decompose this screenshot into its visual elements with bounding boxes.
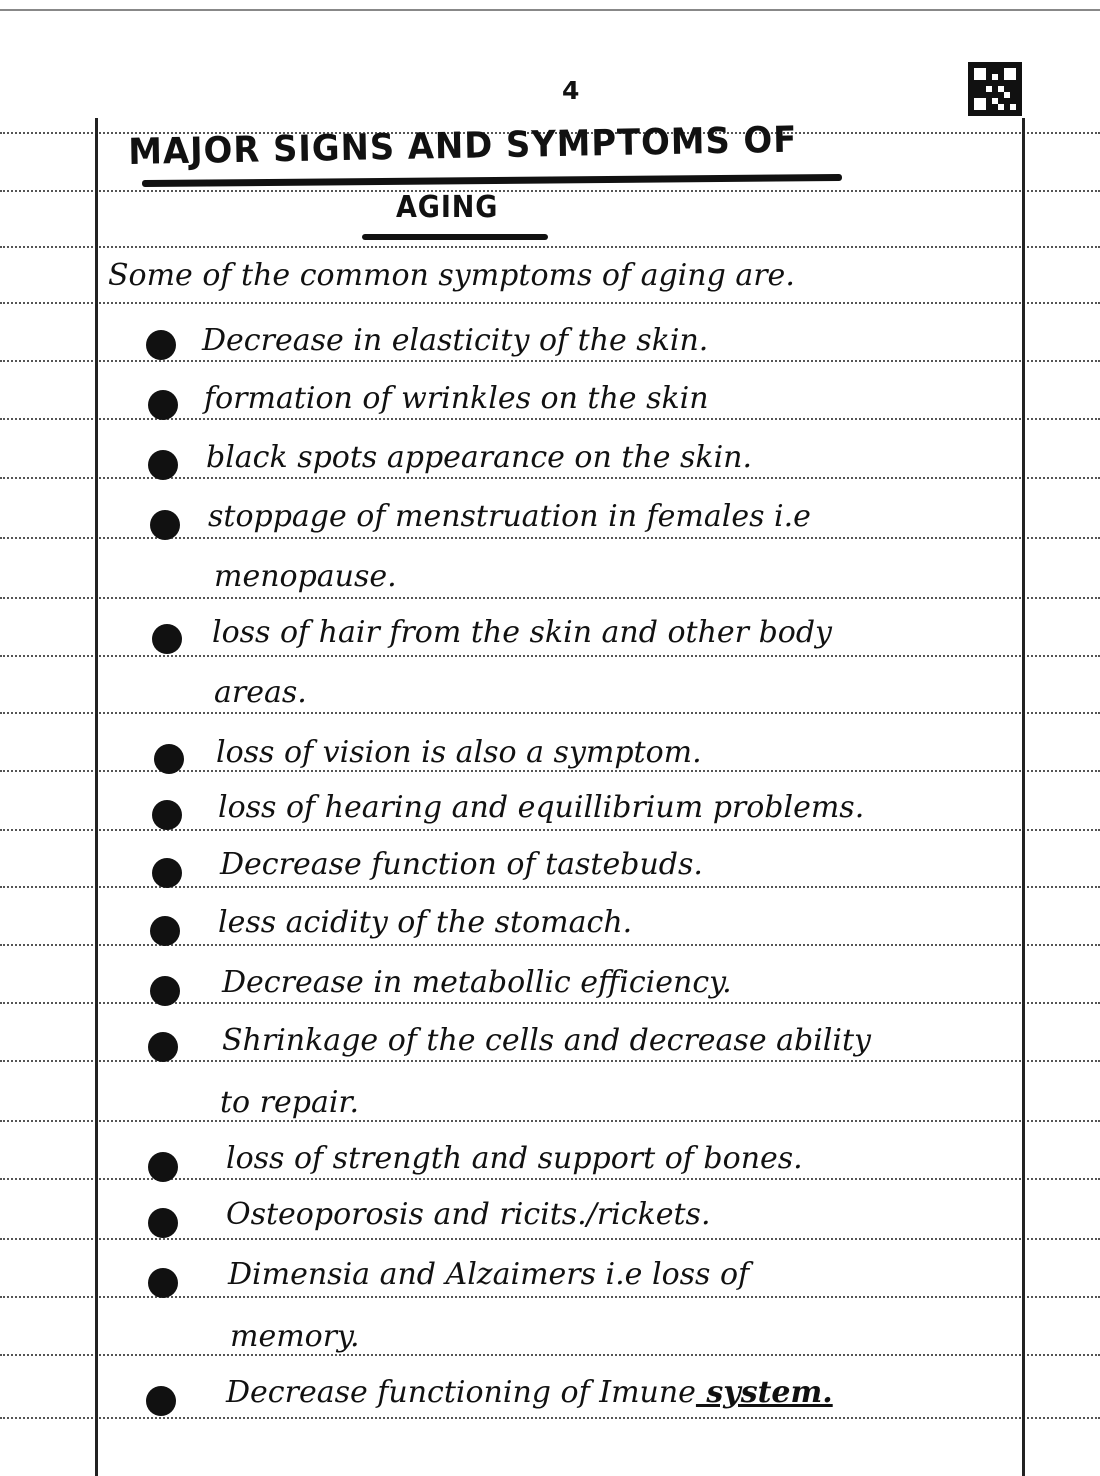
bullet-icon [152, 800, 182, 830]
bullet-icon [154, 744, 184, 774]
list-item: less acidity of the stomach. [218, 905, 633, 940]
bullet-icon [148, 1208, 178, 1238]
ruled-line [0, 1354, 1100, 1356]
ruled-line [0, 712, 1100, 714]
list-item: Dimensia and Alzaimers i.e loss of [228, 1257, 750, 1292]
list-item: Osteoporosis and ricits./rickets. [226, 1197, 711, 1232]
ruled-line [0, 360, 1100, 362]
ruled-line [0, 597, 1100, 599]
left-margin-line [95, 118, 98, 1476]
title-underline [142, 174, 842, 187]
ruled-line [0, 655, 1100, 657]
list-item [226, 1375, 833, 1410]
page-title: MAJOR SIGNS AND SYMPTOMS OF [128, 119, 798, 173]
list-item: black spots appearance on the skin. [206, 440, 753, 475]
bullet-icon [146, 1386, 176, 1416]
title-underline [362, 234, 548, 240]
list-item-continuation: memory. [230, 1319, 360, 1354]
list-item: stoppage of menstruation in females i.e [208, 499, 811, 534]
list-item: loss of hearing and equillibrium problems. [218, 790, 865, 825]
list-item-continuation: areas. [214, 675, 307, 710]
bullet-icon [150, 916, 180, 946]
page-number: 4 [562, 76, 580, 105]
list-item: loss of hair from the skin and other body [212, 615, 832, 650]
intro-text: Some of the common symptoms of aging are. [108, 258, 795, 293]
bullet-icon [148, 390, 178, 420]
bullet-icon [146, 330, 176, 360]
list-item: Shrinkage of the cells and decrease ability [222, 1023, 871, 1058]
qr-code-icon [968, 62, 1022, 116]
bullet-icon [148, 1152, 178, 1182]
right-margin-line [1022, 118, 1025, 1476]
bullet-icon [152, 858, 182, 888]
page-title-continued: AGING [396, 190, 499, 225]
bullet-icon [150, 510, 180, 540]
emphasized-word: system. [695, 1375, 833, 1410]
list-item: Decrease function of tastebuds. [220, 847, 703, 882]
list-item-continuation: to repair. [220, 1085, 360, 1120]
list-item: loss of strength and support of bones. [226, 1141, 803, 1176]
ruled-line [0, 1120, 1100, 1122]
bullet-icon [148, 1032, 178, 1062]
list-item-text: Decrease functioning of Imune [226, 1375, 696, 1410]
ruled-line [0, 246, 1100, 248]
list-item: Decrease in elasticity of the skin. [202, 323, 709, 358]
list-item: Decrease in metabollic efficiency. [222, 965, 732, 1000]
ruled-line [0, 190, 1100, 192]
ruled-line [0, 302, 1100, 304]
list-item: loss of vision is also a symptom. [216, 735, 702, 770]
paper-top-edge [0, 9, 1100, 11]
bullet-icon [148, 1268, 178, 1298]
list-item: formation of wrinkles on the skin [204, 381, 709, 416]
bullet-icon [152, 624, 182, 654]
bullet-icon [150, 976, 180, 1006]
list-item-continuation: menopause. [214, 559, 397, 594]
ruled-line [0, 1417, 1100, 1419]
ruled-line [0, 1238, 1100, 1240]
bullet-icon [148, 450, 178, 480]
